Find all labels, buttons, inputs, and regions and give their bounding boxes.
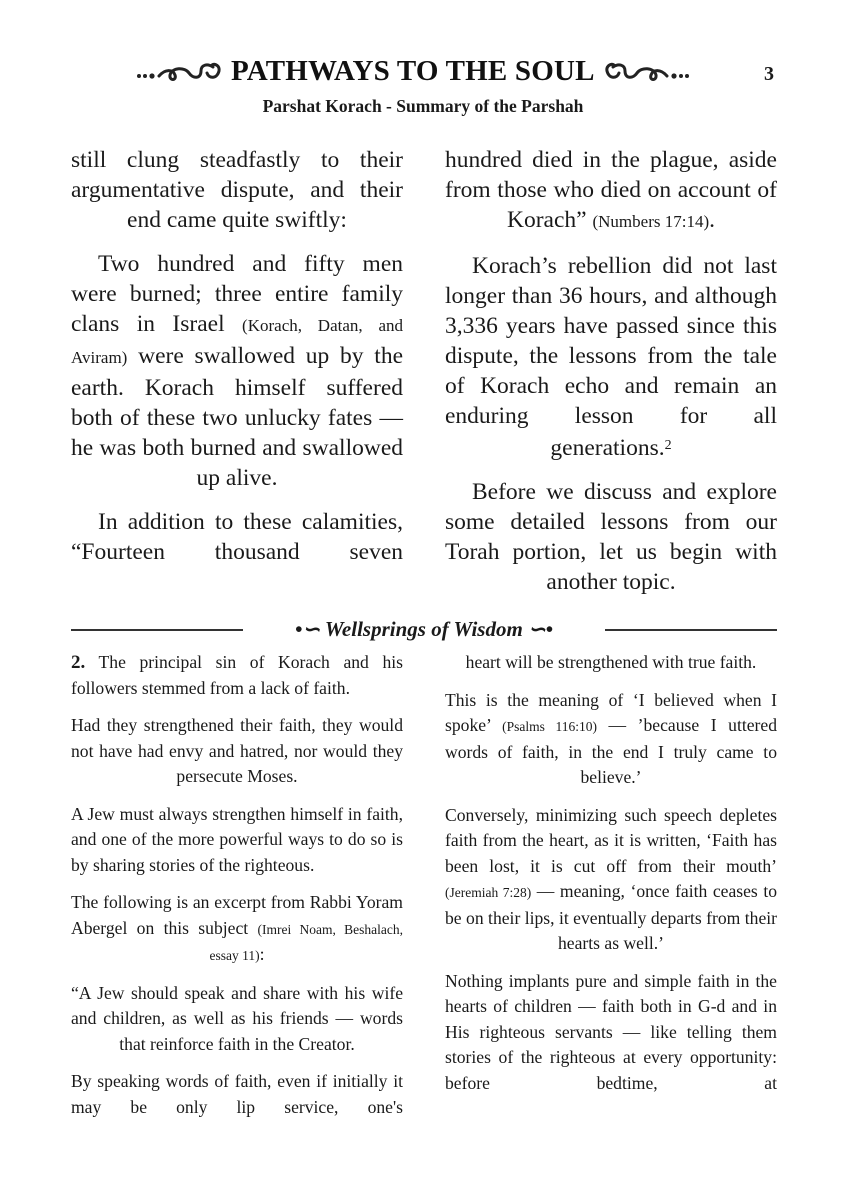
citation: (Numbers 17:14) xyxy=(592,212,710,231)
wellsprings-section xyxy=(71,650,777,1132)
scroll-flourish-icon: •∽ xyxy=(294,617,320,641)
paragraph: “A Jew should speak and share with his wife and children, as well as his friends — words that reinforce faith in the Creator. xyxy=(71,982,403,1054)
citation: (Psalms 116:10) xyxy=(502,719,597,734)
summary-section xyxy=(71,145,777,611)
paragraph: Nothing implants pure and simple faith in the hearts of children — faith both in G-d and in His righteous servants — like telling them stories of the righteous at every opportunity: before bedtime, at xyxy=(445,970,777,1093)
paragraph: still clung steadfastly to their argumentative dispute, and their end came quite swiftly: xyxy=(71,147,403,233)
paragraph: 2. The principal sin of Korach and his followers stemmed from a lack of faith. xyxy=(71,652,403,698)
item-number: 2. xyxy=(71,652,86,673)
page-header xyxy=(0,50,846,100)
paragraph: In addition to these calamities, “Fourteen thousand seven xyxy=(71,509,403,565)
paragraph: Korach’s rebellion did not last longer than 36 hours, and although 3,336 years have passed since this dispute, the lessons from the tale of Korach echo and remain an enduring lesson for all generations.$^2$ xyxy=(445,253,777,461)
publication-title: PATHWAYS TO THE SOUL xyxy=(231,55,595,87)
wellsprings-right-column xyxy=(445,650,777,1132)
section-title: •∽ Wellsprings of Wisdom ∽• xyxy=(294,617,553,641)
citation: (Korach, Datan, and Aviram) xyxy=(71,316,403,367)
paragraph: A Jew must always strengthen himself in faith, and one of the more powerful ways to do so is by sharing stories of the righteous. xyxy=(71,803,403,875)
paragraph: Had they strengthened their faith, they would not have had envy and hatred, nor would they persecute Moses. xyxy=(71,715,403,786)
paragraph: Two hundred and fifty men were burned; three entire family clans in Israel (Korach, Datan, and Aviram) were swallowed up by the earth. Korach himself suffered both of these two unlucky fates — he was both burned and swallowed up alive. xyxy=(71,251,403,491)
citation: (Jeremiah 7:28) xyxy=(445,885,532,900)
paragraph: Conversely, minimizing such speech depletes faith from the heart, as it is written, ‘Faith has been lost, it is cut off from their mouth’ (Jeremiah 7:28) — meaning, ‘once faith ceases to be on their lips, it eventually departs from their hearts as well.’ xyxy=(445,804,778,953)
page-number: 3 xyxy=(764,63,774,85)
summary-right-column xyxy=(445,145,777,611)
footnote-marker[interactable]: 2 xyxy=(664,438,672,453)
paragraph: By speaking words of faith, even if initially it may be only lip service, one's xyxy=(71,1071,403,1117)
title-row xyxy=(135,55,691,88)
scroll-flourish-right-icon xyxy=(601,59,691,85)
wellsprings-left-column xyxy=(71,650,403,1132)
citation: (Imrei Noam, Beshalach, essay 11) xyxy=(209,921,404,963)
page-subtitle: Parshat Korach - Summary of the Parshah xyxy=(262,96,584,116)
paragraph: Before we discuss and explore some detailed lessons from our Torah portion, let us begin with another topic. xyxy=(445,479,777,595)
paragraph: hundred died in the plague, aside from those who died on account of Korach” (Numbers 17:14). xyxy=(445,147,777,233)
paragraph: The following is an excerpt from Rabbi Yoram Abergel on this subject (Imrei Noam, Beshalach, essay 11): xyxy=(71,892,404,964)
paragraph: heart will be strengthened with true faith. xyxy=(465,652,757,672)
paragraph: This is the meaning of ‘I believed when I spoke’ (Psalms 116:10) — ’because I uttered words of faith, in the end I truly came to believe.’ xyxy=(445,689,777,787)
summary-left-column xyxy=(71,145,403,611)
scroll-flourish-left-icon xyxy=(135,59,225,85)
scroll-flourish-icon: ∽• xyxy=(528,617,553,641)
section-divider xyxy=(71,618,777,642)
